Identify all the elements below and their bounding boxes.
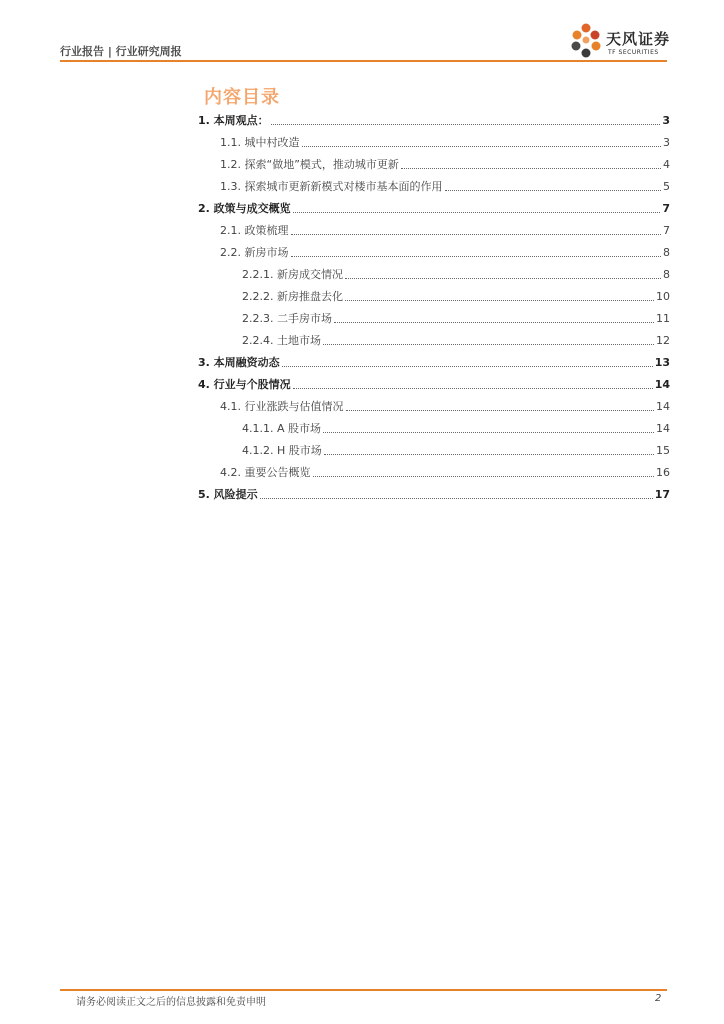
- toc-entry-page: 15: [656, 444, 670, 457]
- toc-entry[interactable]: [198, 352, 670, 370]
- toc-entry-page: 17: [654, 488, 670, 501]
- toc-entry-title: 本周融资动态: [213, 356, 280, 369]
- toc-entry[interactable]: [198, 374, 670, 392]
- toc-entry[interactable]: [242, 264, 670, 282]
- toc-entry-title: 探索城市更新新模式对楼市基本面的作用: [244, 180, 443, 193]
- toc-entry[interactable]: [220, 176, 670, 194]
- toc-entry[interactable]: [220, 154, 670, 172]
- toc-entry-page: 14: [656, 422, 670, 435]
- toc-leader-dots: [291, 255, 662, 257]
- page-number: 2: [655, 993, 662, 1004]
- toc-entry-number: 2.2.2.: [242, 290, 277, 303]
- logo-name: 天风证券: [606, 30, 671, 48]
- toc-leader-dots: [302, 145, 662, 147]
- toc-entry-page: 7: [662, 202, 670, 215]
- flower-logo-icon: [568, 22, 604, 62]
- company-logo: [568, 22, 678, 62]
- toc-entry[interactable]: [198, 198, 670, 216]
- toc-entry-page: 8: [663, 268, 670, 281]
- toc-entry-page: 13: [654, 356, 670, 369]
- toc-title: 内容目录: [204, 87, 280, 108]
- toc-entry-page: 12: [656, 334, 670, 347]
- toc-entry[interactable]: [220, 396, 670, 414]
- toc-entry-number: 1.: [198, 114, 214, 127]
- toc-entry-page: 14: [654, 378, 670, 391]
- toc-leader-dots: [293, 211, 661, 213]
- toc-leader-dots: [293, 387, 653, 389]
- footer-divider: [60, 989, 667, 991]
- toc-entry-page: 3: [662, 114, 670, 127]
- footer-disclaimer: 请务必阅读正文之后的信息披露和免责申明: [76, 997, 266, 1008]
- toc-entry-number: 1.3.: [220, 180, 245, 193]
- toc-entry-number: 4.1.: [220, 400, 245, 413]
- toc-entry-page: 7: [663, 224, 670, 237]
- toc-entry-title: A 股市场: [276, 422, 322, 435]
- toc-leader-dots: [323, 343, 654, 345]
- toc-entry-title: 二手房市场: [276, 312, 332, 325]
- toc-leader-dots: [334, 321, 654, 323]
- toc-entry-number: 5.: [198, 488, 214, 501]
- toc-entry-number: 2.2.3.: [242, 312, 277, 325]
- toc-entry-page: 10: [656, 290, 670, 303]
- toc-entry[interactable]: [242, 286, 670, 304]
- toc-entry-title: 新房推盘去化: [276, 290, 343, 303]
- toc-leader-dots: [345, 299, 654, 301]
- toc-entry-title: 城中村改造: [244, 136, 300, 149]
- toc-entry-title: 行业与个股情况: [213, 378, 291, 391]
- toc-entry-title: 本周观点：: [213, 114, 269, 127]
- toc-leader-dots: [445, 189, 662, 191]
- toc-entry-number: 1.2.: [220, 158, 245, 171]
- toc-entry-title: 新房成交情况: [276, 268, 343, 281]
- toc-entry-title: 土地市场: [276, 334, 321, 347]
- toc-entry-page: 8: [663, 246, 670, 259]
- toc-entry-number: 2.1.: [220, 224, 245, 237]
- toc-entry-title: 风险提示: [213, 488, 258, 501]
- toc-entry[interactable]: [242, 308, 670, 326]
- toc-entry[interactable]: [242, 330, 670, 348]
- toc-entry[interactable]: [220, 220, 670, 238]
- toc-entry-title: 政策与成交概览: [213, 202, 291, 215]
- toc-entry[interactable]: [220, 242, 670, 260]
- toc-entry-title: 重要公告概览: [244, 466, 311, 479]
- toc-entry[interactable]: [198, 110, 670, 128]
- toc-entry[interactable]: [220, 462, 670, 480]
- toc-leader-dots: [345, 277, 661, 279]
- toc-leader-dots: [313, 475, 655, 477]
- toc-entry-number: 3.: [198, 356, 214, 369]
- toc-entry-number: 1.1.: [220, 136, 245, 149]
- toc-entry[interactable]: [242, 440, 670, 458]
- toc-leader-dots: [282, 365, 653, 367]
- toc-leader-dots: [401, 167, 661, 169]
- toc-leader-dots: [323, 431, 654, 433]
- toc-leader-dots: [260, 497, 653, 499]
- toc-entry-title: 新房市场: [244, 246, 289, 259]
- toc-entry[interactable]: [242, 418, 670, 436]
- toc-leader-dots: [291, 233, 662, 235]
- toc-leader-dots: [324, 453, 654, 455]
- toc-entry-title: 行业涨跌与估值情况: [244, 400, 344, 413]
- toc-entry-page: 4: [663, 158, 670, 171]
- toc-entry-page: 5: [663, 180, 670, 193]
- toc-entry-number: 4.1.1.: [242, 422, 277, 435]
- toc-entry-number: 2.2.4.: [242, 334, 277, 347]
- toc-entry[interactable]: [220, 132, 670, 150]
- toc-leader-dots: [346, 409, 655, 411]
- toc-entry-page: 14: [656, 400, 670, 413]
- toc-entry-number: 2.: [198, 202, 214, 215]
- toc-entry-page: 16: [656, 466, 670, 479]
- toc-entry-number: 2.2.: [220, 246, 245, 259]
- toc-entry-title: H 股市场: [276, 444, 322, 457]
- toc-entry-title: 政策梳理: [244, 224, 289, 237]
- toc-entry-title: 探索“做地”模式，推动城市更新: [244, 158, 399, 171]
- toc-entry-number: 4.1.2.: [242, 444, 277, 457]
- toc-entry-page: 11: [656, 312, 670, 325]
- toc-entry[interactable]: [198, 484, 670, 502]
- toc-entry-page: 3: [663, 136, 670, 149]
- toc-leader-dots: [271, 123, 661, 125]
- toc-entry-number: 4.: [198, 378, 214, 391]
- report-category: 行业报告 | 行业研究周报: [60, 45, 182, 58]
- toc-entry-number: 4.2.: [220, 466, 245, 479]
- logo-subtitle: TF SECURITIES: [608, 49, 659, 56]
- toc-entry-number: 2.2.1.: [242, 268, 277, 281]
